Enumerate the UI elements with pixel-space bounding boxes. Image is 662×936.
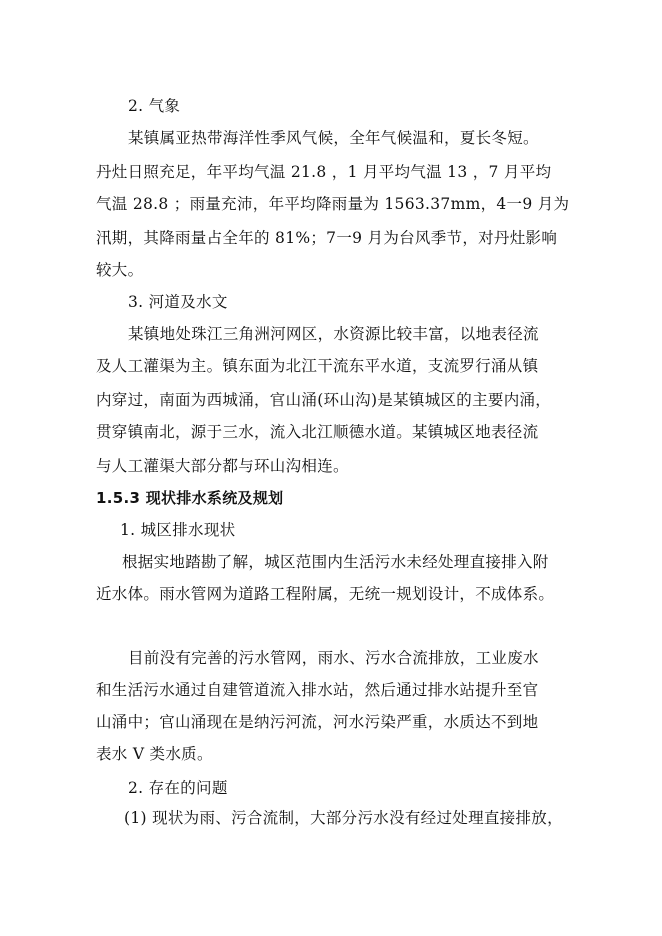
paragraph-line: 和生活污水通过自建管道流入排水站，然后通过排水站提升至官 — [96, 681, 539, 699]
paragraph-line: 目前没有完善的污水管网，雨水、污水合流排放，工业废水 — [128, 649, 539, 667]
paragraph-line: 丹灶日照充足，年平均气温 21.8 ，1 月平均气温 13 ，7 月平均 — [96, 163, 552, 181]
paragraph-line: (1) 现状为雨、污合流制，大部分污水没有经过处理直接排放， — [124, 809, 563, 827]
heading-rivers: 3. 河道及水文 — [128, 293, 228, 311]
paragraph-line: 山涌中；官山涌现在是纳污河流，河水污染严重，水质达不到地 — [96, 713, 539, 731]
section-heading-drainage: 1.5.3 现状排水系统及规划 — [96, 489, 284, 507]
subheading-problems: 2. 存在的问题 — [128, 779, 228, 797]
paragraph-line: 贯穿镇南北，源于三水，流入北江顺德水道。某镇城区地表径流 — [96, 423, 539, 441]
paragraph-line: 近水体。雨水管网为道路工程附属，无统一规划设计，不成体系。 — [96, 585, 555, 603]
paragraph-line: 气温 28.8 ；雨量充沛，年平均降雨量为 1563.37mm，4一9 月为 — [96, 195, 570, 213]
paragraph-line: 与人工灌渠大部分都与环山沟相连。 — [96, 457, 349, 475]
paragraph-line: 某镇地处珠江三角洲河网区，水资源比较丰富，以地表径流 — [128, 325, 539, 343]
paragraph-line: 根据实地踏勘了解，城区范围内生活污水未经处理直接排入附 — [122, 553, 549, 571]
paragraph-line: 及人工灌渠为主。镇东面为北江干流东平水道，支流罗行涌从镇 — [96, 357, 539, 375]
paragraph-line: 表水 V 类水质。 — [96, 745, 213, 763]
paragraph-line: 内穿过，南面为西城涌，官山涌(环山沟)是某镇城区的主要内涌， — [96, 391, 552, 409]
heading-climate: 2. 气象 — [128, 97, 181, 115]
paragraph-line: 某镇属亚热带海洋性季风气候，全年气候温和，夏长冬短。 — [128, 129, 539, 147]
subheading-drainage-status: 1. 城区排水现状 — [120, 521, 236, 539]
paragraph-line: 汛期，其降雨量占全年的 81%；7一9 月为台风季节，对丹灶影响 — [96, 229, 558, 247]
paragraph-line: 较大。 — [96, 261, 144, 279]
